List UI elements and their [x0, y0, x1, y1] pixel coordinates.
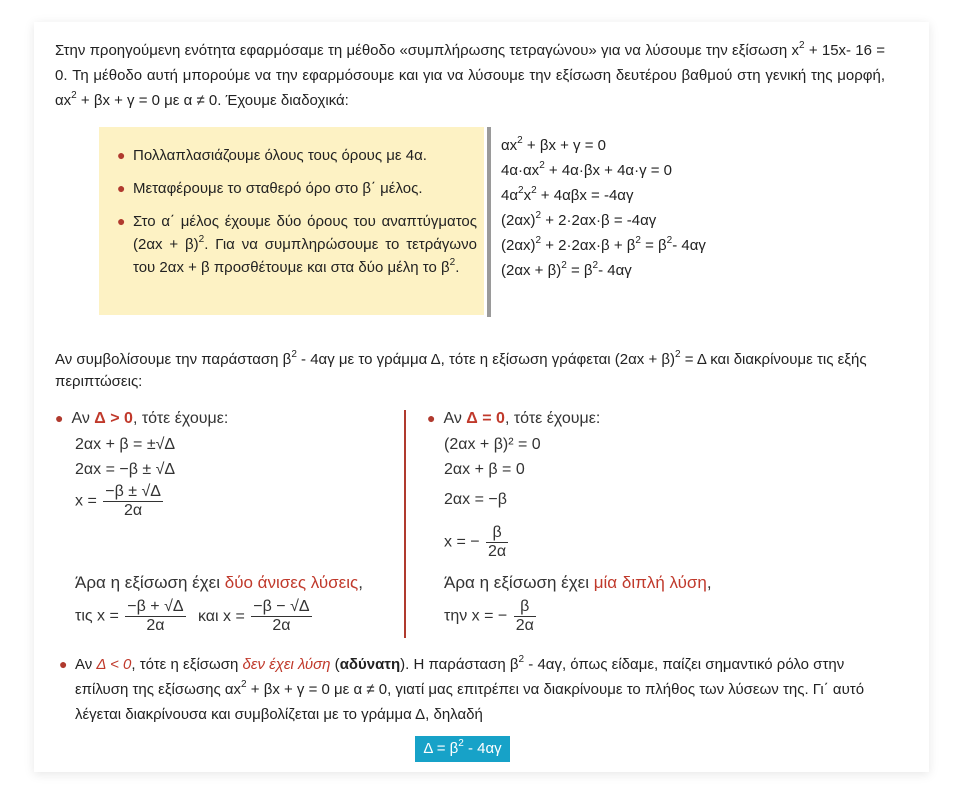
sup: 2: [799, 40, 805, 51]
math-line: (2αx + β)² = 0: [444, 436, 541, 453]
equation-line: $4\alpha\cdot\alpha x^2 + 4\alpha\cdot\beta x + 4\alpha\cdot\gamma = 0$: [501, 160, 673, 179]
discriminant-formula: $\Delta = \beta^2 - 4\alpha\gamma$: [415, 736, 510, 762]
sup: 2: [198, 234, 205, 245]
equation-line: $4\alpha^2x^2 + 4\alpha\beta x = -4\alpha\gamma$: [501, 185, 634, 204]
step-item: [117, 144, 477, 167]
math-line: 2αx = −β: [444, 491, 507, 508]
steps-divider: [487, 127, 491, 317]
bullet-icon: ●: [427, 410, 436, 426]
math-line: 2αx = −β ± √Δ: [75, 461, 176, 478]
cases-paragraph: Αν συμβολίσουμε την παράσταση $\beta^2 - 4\alpha\gamma$ με το γράμμα Δ, τότε η εξίσωση γράφεται $(2\alpha x + \beta)^2 = \Delta$ και διακρίνουμε τις εξής περιπτώσεις:: [55, 349, 867, 390]
bullet-icon: ●: [117, 147, 126, 163]
bullet-icon: ●: [117, 213, 126, 229]
solution-line: την x = − $\frac{\beta}{2\alpha}$: [444, 598, 534, 634]
step-text: Μεταφέρουμε το σταθερό όρο στο β΄ μέλος.: [133, 180, 423, 197]
solutions-line: τις x = $\frac{-\beta + √\Delta}{2\alpha}$ και x = $\frac{-\beta - √\Delta}{2\alpha}$: [75, 598, 310, 634]
intro-text-2: + 15x- 16 = 0. Τη μέθοδο αυτή μπορούμε να την εφαρμόσουμε και για να λύσουμε την εξίσωση δευτέρου βαθμού στη γενική της μορφή, αx: [55, 42, 885, 109]
intro-text-3: + βx + γ = 0 με α ≠ 0. Έχουμε διαδοχικά:: [76, 92, 349, 109]
conclusion: Άρα η εξίσωση έχει μία διπλή λύση,: [444, 573, 712, 592]
steps-list: [117, 144, 477, 289]
bullet-icon: ●: [55, 410, 64, 426]
case-heading: ● Αν Δ > 0, τότε έχουμε:: [55, 410, 229, 427]
math-line: 2αx + β = 0: [444, 461, 525, 478]
step-text: .: [455, 259, 460, 276]
cases-divider: [404, 410, 406, 638]
bullet-icon: ●: [59, 656, 68, 672]
step-item: [117, 177, 477, 200]
equation-line: $(2\alpha x)^2 + 2\cdot 2\alpha x\cdot\beta = -4\alpha\gamma$: [501, 210, 657, 229]
step-text: Στο α΄ μέλος έχουμε δύο όρους του αναπτύγματος (2αx + β): [133, 213, 477, 253]
sup: 2: [449, 257, 456, 268]
math-line: 2αx + β = ±√Δ: [75, 436, 176, 453]
equation-line: $(2\alpha x)^2 + 2\cdot 2\alpha x\cdot\beta + \beta^2 = \beta^2-$ 4αγ: [501, 235, 706, 254]
math-line: x = $\frac{-\beta \pm √\Delta}{2\alpha}$: [75, 483, 161, 519]
sup: 2: [71, 90, 77, 101]
bullet-icon: ●: [117, 180, 126, 196]
equation-steps: [501, 133, 706, 283]
equation-line: $\alpha x^2 + \beta x + \gamma = 0$: [501, 135, 606, 154]
negative-case-paragraph: ● Αν Δ < 0, τότε η εξίσωση δεν έχει λύση (αδύνατη). Η παράσταση $\beta^2 - 4\alpha\gamma$, όπως είδαμε, παίζει σημαντικό ρόλο στην επίλυση της εξίσωσης $\alpha x^2 + \beta x + \gamma = 0$ με α ≠ 0, γιατί μας επιτρέπει να διακρίνουμε το πλήθος των λύσεων της. Γι΄ αυτό λέγεται διακρίνουσα και συμβολίζεται με το γράμμα Δ, δηλαδή: [59, 654, 865, 723]
step-text: Πολλαπλασιάζουμε όλους τους όρους με 4α.: [133, 147, 427, 164]
intro-text-1: Στην προηγούμενη ενότητα εφαρμόσαμε τη μέθοδο «συμπλήρωσης τετραγώνου» για να λύσουμε την εξίσωση x: [55, 42, 800, 59]
step-text: . Για να συμπληρώσουμε το τετράγωνο του 2αx + β προσθέτουμε και στα δύο μέλη το β: [133, 236, 477, 276]
equation-line: $(2\alpha x + \beta)^2 = \beta^2-$ 4αγ: [501, 260, 632, 279]
case-heading: ● Αν Δ = 0, τότε έχουμε:: [427, 410, 601, 427]
intro-paragraph: [55, 38, 885, 113]
step-item: [117, 210, 477, 279]
conclusion: Άρα η εξίσωση έχει δύο άνισες λύσεις,: [75, 573, 363, 592]
math-line: x = − $\frac{\beta}{2\alpha}$: [444, 524, 507, 560]
